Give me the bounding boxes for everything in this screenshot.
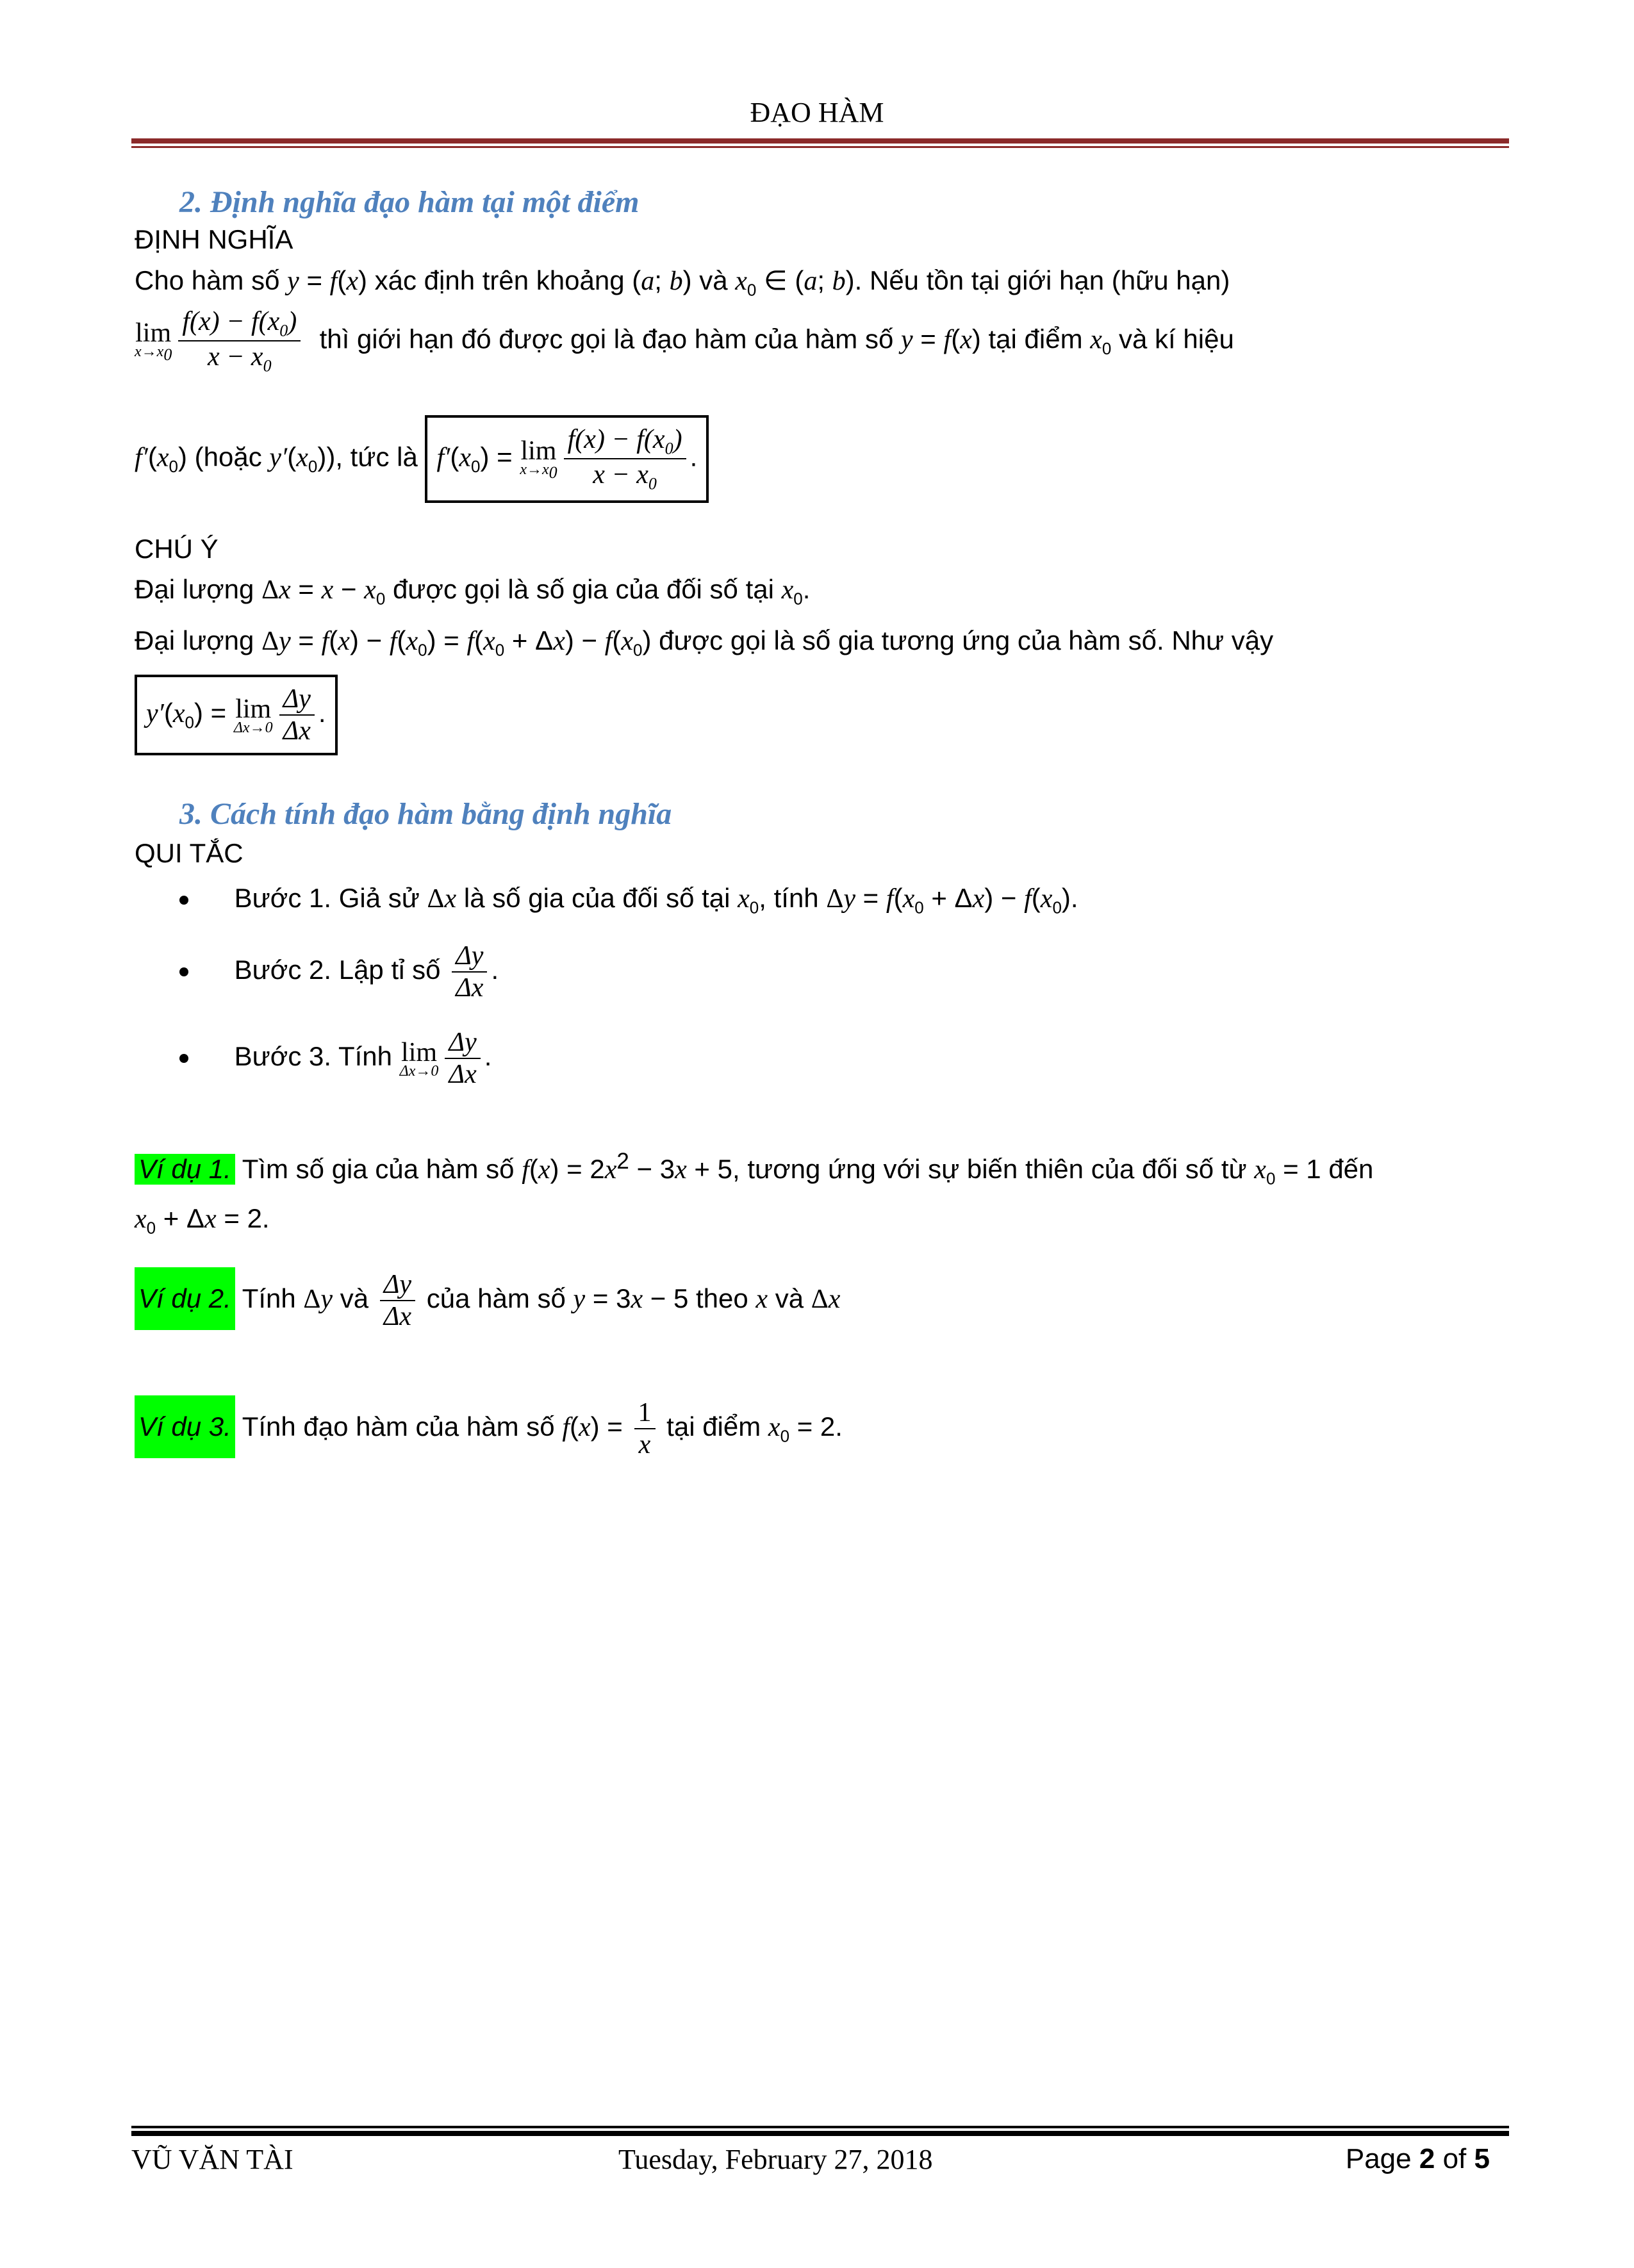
footer-rule-thin xyxy=(131,2126,1509,2128)
definition-paragraph-3: $f'(x_0)$ (hoặc $y'(x_0)$), tức là $f'(x_0)$ = lim $x\to x_0$ $\frac{f(x) - f(x_0)}{x - x_0}$ . xyxy=(135,415,709,503)
example-2: Ví dụ 2. Tính Δy và $\frac{\Delta y}{\Delta x}$ của hàm số y = 3x − 5 theo x và Δx xyxy=(135,1267,840,1332)
example-1: Ví dụ 1. Tìm số gia của hàm số $f(x) = 2x^2 - 3x + 5$, tương ứng với sự biến thiên của đối số từ $x_0 = 1$ đến xyxy=(135,1149,1373,1188)
footer-rule xyxy=(131,2131,1509,2136)
bullet-icon xyxy=(179,896,188,905)
bullet-icon xyxy=(179,967,188,976)
page-header-title: ĐẠO HÀM xyxy=(750,97,884,128)
header-rule xyxy=(131,138,1509,144)
definition-paragraph-1: Cho hàm số y = f(x) xác định trên khoảng (a; b) và $x_0$ ∈ (a; b). Nếu tồn tại giới hạn (hữu hạn) xyxy=(135,265,1230,300)
example-3-label: Ví dụ 3. xyxy=(135,1395,235,1458)
header-rule-thin xyxy=(131,146,1509,148)
example-2-label: Ví dụ 2. xyxy=(135,1267,235,1330)
bullet-icon xyxy=(179,1054,188,1063)
section-2-heading: 2. Định nghĩa đạo hàm tại một điểm xyxy=(179,185,640,219)
footer-page-number: Page 2 of 5 xyxy=(1345,2143,1490,2174)
note-line-1: Đại lượng $\Delta x = x - x_0$ được gọi là số gia của đối số tại $x_0$. xyxy=(135,574,811,609)
footer-date: Tuesday, February 27, 2018 xyxy=(618,2144,933,2175)
example-3: Ví dụ 3. Tính đạo hàm của hàm số f(x) = $\frac{1}{x}$ tại điểm $x_0 = 2$. xyxy=(135,1395,843,1460)
example-1-cont: $x_0 + \Delta x = 2$. xyxy=(135,1203,270,1238)
footer-author: VŨ VĂN TÀI xyxy=(131,2144,293,2175)
derivative-delta-formula: $y'(x_0)$ = lim Δx→0 $\frac{\Delta y}{\Delta x}$ . xyxy=(135,675,338,755)
note-label: CHÚ Ý xyxy=(135,534,219,564)
note-line-2: Đại lượng $\Delta y = f(x) - f(x_0) = f(x_0 + \Delta x) - f(x_0)$ được gọi là số gia tương ứng của hàm số. Như vậy xyxy=(135,625,1274,660)
definition-paragraph-2: lim $x\to x_0$ $\frac{f(x) - f(x_0)}{x - x_0}$ thì giới hạn đó được gọi là đạo hàm của hàm số y = f(x) tại điểm $x_0$ và kí hiệu xyxy=(135,307,1234,375)
step-3: Bước 3. Tính lim Δx→0 $\frac{\Delta y}{\Delta x}$ . xyxy=(179,1027,491,1090)
definition-label: ĐỊNH NGHĨA xyxy=(135,224,293,254)
step-2: Bước 2. Lập tỉ số $\frac{\Delta y}{\Delta x}$ . xyxy=(179,941,499,1003)
note-formula-line xyxy=(135,675,338,755)
rule-label: QUI TẮC xyxy=(135,838,243,868)
step-1: Bước 1. Giả sử Δx là số gia của đối số tại $x_0$, tính $\Delta y = f(x_0 + \Delta x) - f(x_0)$. xyxy=(179,883,1078,917)
derivative-definition-formula: $f'(x_0)$ = lim $x\to x_0$ $\frac{f(x) - f(x_0)}{x - x_0}$ . xyxy=(425,415,709,503)
example-1-label: Ví dụ 1. xyxy=(135,1154,235,1185)
section-3-heading: 3. Cách tính đạo hàm bằng định nghĩa xyxy=(179,797,672,831)
